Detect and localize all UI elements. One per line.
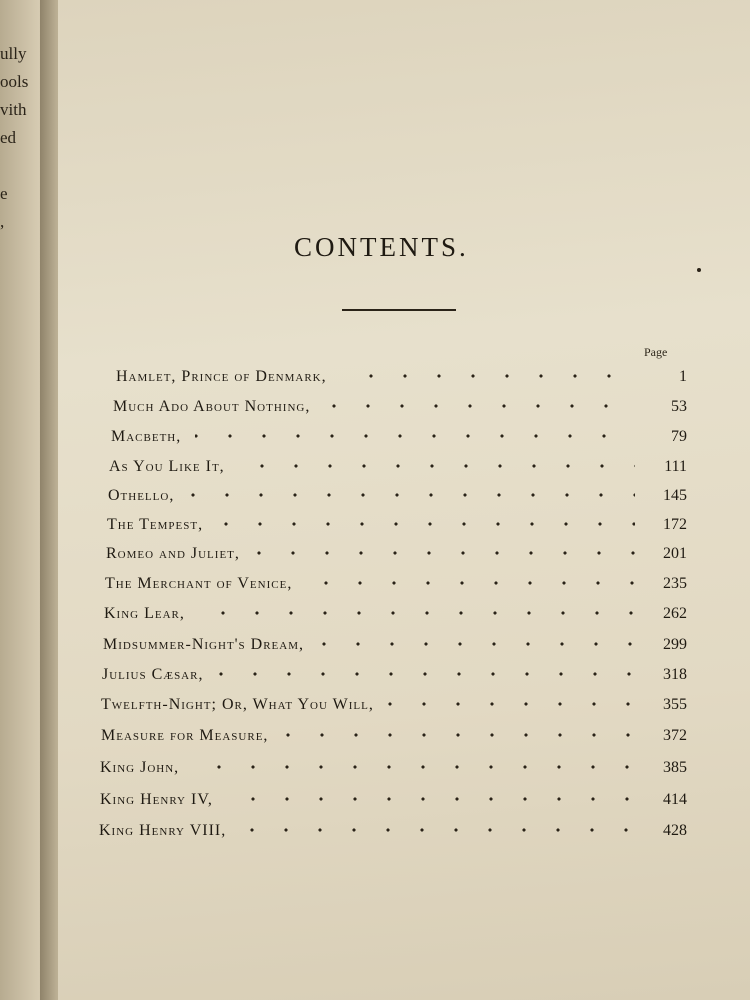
toc-entry-title: Midsummer-Night's Dream,	[103, 636, 305, 653]
left-fragment: vith	[0, 100, 27, 119]
toc-entry[interactable]	[116, 368, 687, 394]
toc-entry-page: 318	[663, 666, 687, 683]
toc-entry-page: 235	[663, 575, 687, 592]
contents-title: CONTENTS.	[294, 232, 469, 262]
dot-leader	[306, 581, 635, 585]
dot-leader	[217, 672, 635, 676]
toc-entry-page: 299	[663, 636, 687, 653]
toc-entry-page: 428	[663, 822, 687, 839]
toc-entry-title: Othello,	[108, 487, 175, 504]
toc-entry-title: Romeo and Juliet,	[106, 545, 240, 562]
dot-leader	[254, 551, 635, 555]
left-fragment	[0, 152, 40, 180]
toc-entry-title: Macbeth,	[111, 428, 182, 445]
toc-entry-title: As You Like It,	[109, 458, 225, 475]
dot-leader	[195, 434, 635, 438]
toc-entry-title: Hamlet, Prince of Denmark,	[116, 368, 327, 385]
toc-entry-page: 372	[663, 727, 687, 744]
dot-leader	[282, 733, 635, 737]
toc-entry-title: King Henry IV,	[100, 791, 213, 808]
toc-entry-page: 53	[671, 398, 687, 415]
toc-entry[interactable]	[100, 791, 687, 817]
toc-entry[interactable]	[101, 696, 687, 722]
page-column-header: Page	[644, 345, 668, 359]
toc-entry-page: 172	[663, 516, 687, 533]
toc-entry-page: 79	[671, 428, 687, 445]
left-fragment: e	[0, 184, 8, 203]
dot-leader	[188, 493, 635, 497]
toc-entry[interactable]	[103, 636, 687, 662]
toc-entry[interactable]	[99, 822, 687, 848]
title-divider	[342, 309, 456, 311]
toc-entry-page: 355	[663, 696, 687, 713]
toc-entry-page: 262	[663, 605, 687, 622]
toc-entry[interactable]	[101, 727, 687, 753]
dot-leader	[388, 702, 635, 706]
toc-entry[interactable]	[111, 428, 687, 454]
left-fragment: ,	[0, 212, 5, 231]
toc-entry-page: 145	[663, 487, 687, 504]
toc-entry[interactable]	[102, 666, 687, 692]
toc-entry-title: Twelfth-Night; Or, What You Will,	[101, 696, 374, 713]
left-fragment: ed	[0, 128, 17, 147]
toc-entry-page: 414	[663, 791, 687, 808]
toc-entry-page: 1	[679, 368, 687, 385]
toc-entry[interactable]	[104, 605, 687, 631]
toc-entry-page: 111	[664, 458, 687, 475]
toc-entry[interactable]	[106, 545, 687, 571]
toc-entry[interactable]	[107, 516, 687, 542]
toc-entry[interactable]	[105, 575, 687, 601]
dot-leader	[324, 404, 635, 408]
toc-entry-title: Much Ado About Nothing,	[113, 398, 311, 415]
dot-leader	[193, 765, 635, 769]
dot-leader	[239, 464, 635, 468]
toc-entry[interactable]	[109, 458, 687, 484]
dot-leader	[318, 642, 635, 646]
dot-leader	[227, 797, 635, 801]
left-fragment: ools	[0, 72, 29, 91]
left-page-text	[0, 40, 40, 236]
toc-entry-title: The Merchant of Venice,	[105, 575, 293, 592]
left-fragment: ully	[0, 44, 27, 63]
dot-leader	[240, 828, 635, 832]
dot-leader	[217, 522, 635, 526]
toc-entry-page: 201	[663, 545, 687, 562]
toc-entry-title: King John,	[100, 759, 180, 776]
dot-leader	[341, 374, 635, 378]
toc-entry[interactable]	[108, 487, 687, 513]
toc-entry-title: Julius Cæsar,	[102, 666, 204, 683]
toc-entry-title: Measure for Measure,	[101, 727, 269, 744]
toc-entry[interactable]	[113, 398, 687, 424]
ink-speck	[697, 268, 701, 272]
toc-entry[interactable]	[100, 759, 687, 785]
toc-entry-title: The Tempest,	[107, 516, 204, 533]
dot-leader	[199, 611, 635, 615]
toc-entry-page: 385	[663, 759, 687, 776]
toc-entry-title: King Henry VIII,	[99, 822, 227, 839]
toc-entry-title: King Lear,	[104, 605, 185, 622]
